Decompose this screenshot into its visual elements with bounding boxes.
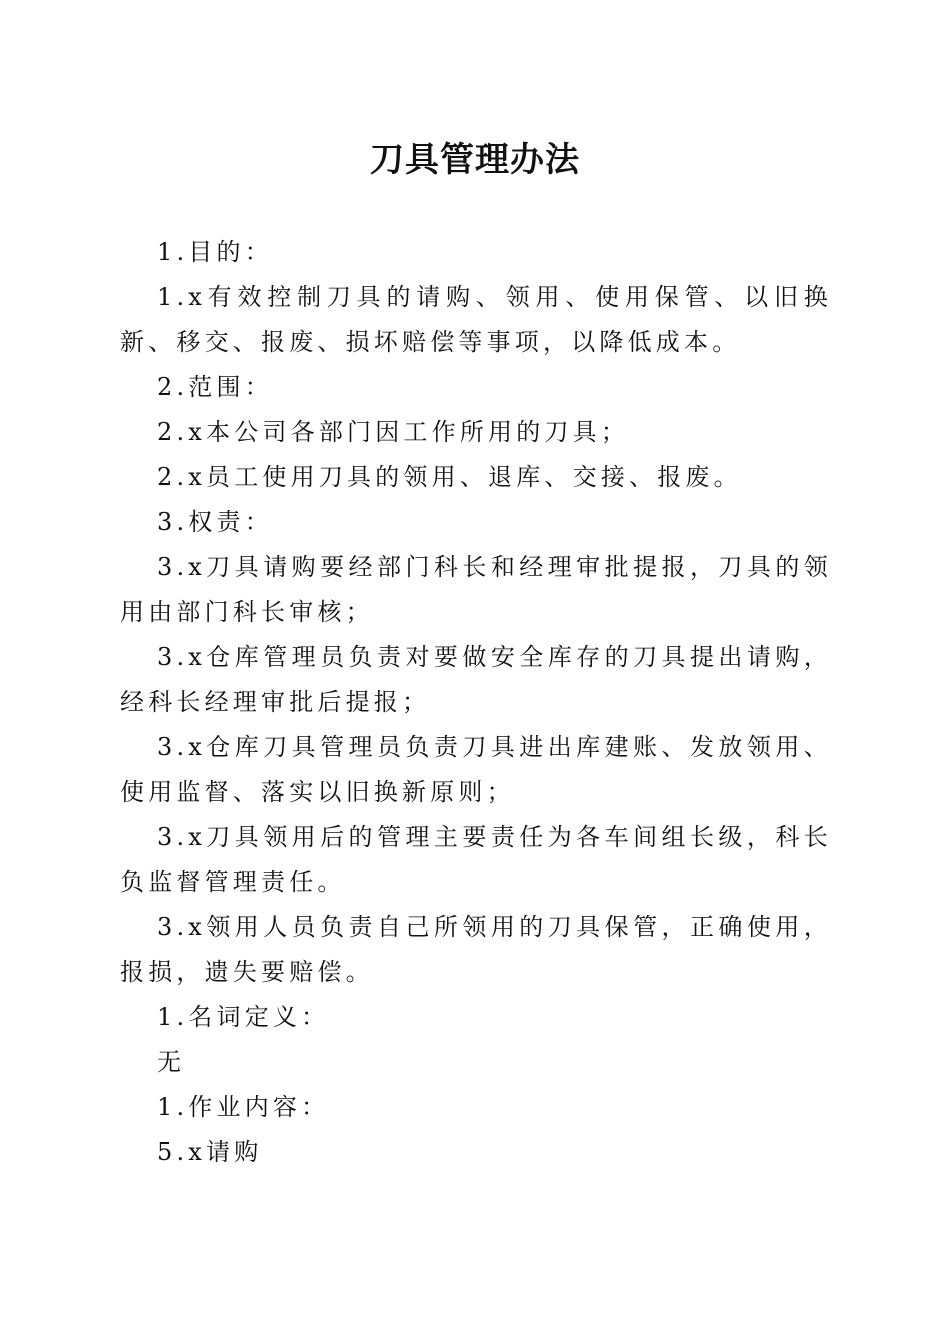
paragraph: 3.x刀具领用后的管理主要责任为各车间组长级，科长负监督管理责任。 [120, 823, 832, 896]
paragraph: 无 [157, 1048, 186, 1076]
paragraph: 3.x领用人员负责自己所领用的刀具保管，正确使用，报损，遗失要赔偿。 [120, 913, 832, 986]
paragraph: 1.目的： [157, 238, 273, 266]
document-title: 刀具管理办法 [370, 140, 580, 180]
paragraph: 1.名词定义： [157, 1003, 330, 1031]
document-body [120, 230, 832, 1175]
paragraph: 3.权责： [157, 508, 273, 536]
paragraph: 3.x刀具请购要经部门科长和经理审批提报，刀具的领用由部门科长审核； [120, 553, 832, 626]
paragraph: 1.作业内容： [157, 1093, 330, 1121]
paragraph: 2.x本公司各部门因工作所用的刀具； [157, 418, 630, 446]
paragraph: 1.x有效控制刀具的请购、领用、使用保管、以旧换新、移交、报废、损坏赔偿等事项，以降低成本。 [120, 283, 832, 356]
paragraph: 2.x员工使用刀具的领用、退库、交接、报废。 [157, 463, 742, 491]
paragraph: 3.x仓库刀具管理员负责刀具进出库建账、发放领用、使用监督、落实以旧换新原则； [120, 733, 832, 806]
paragraph: 3.x仓库管理员负责对要做安全库存的刀具提出请购，经科长经理审批后提报； [120, 643, 832, 716]
paragraph: 5.x请购 [157, 1138, 263, 1166]
paragraph: 2.范围： [157, 373, 273, 401]
